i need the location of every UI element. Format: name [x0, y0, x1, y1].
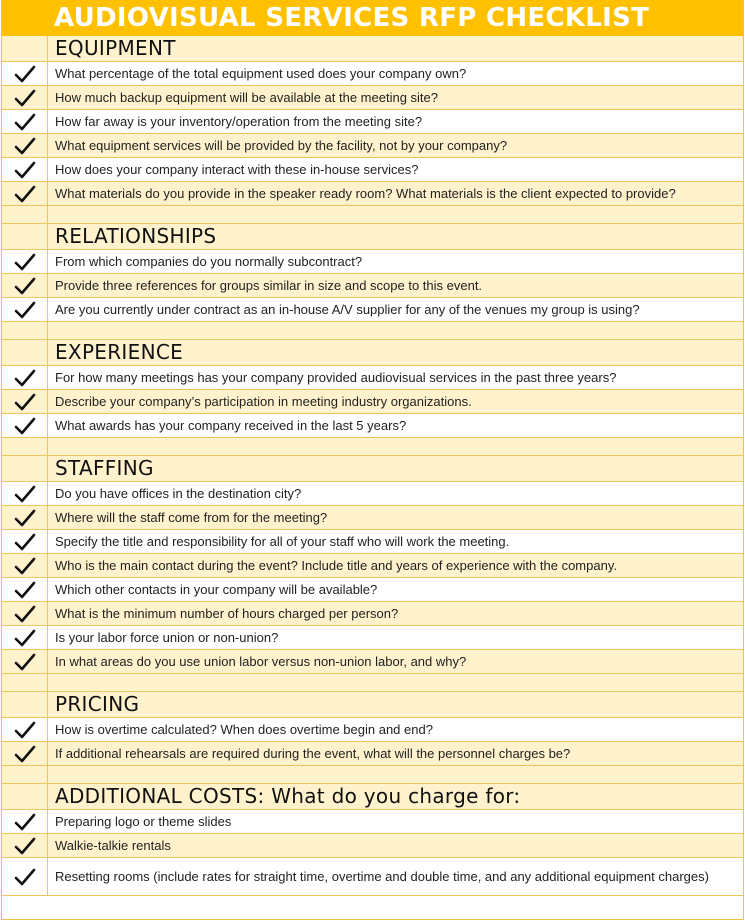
- checklist-item-text: Specify the title and responsibility for all of your staff who will work the meeting.: [55, 534, 510, 549]
- checkbox-cell[interactable]: [2, 158, 48, 181]
- checklist-item-text: What percentage of the total equipment used does your company own?: [55, 66, 467, 81]
- checkbox-cell[interactable]: [2, 482, 48, 505]
- checklist-item-text: What materials do you provide in the speaker ready room? What materials is the client expected to provide?: [55, 186, 676, 201]
- checkmark-icon: [14, 184, 36, 204]
- checklist-item: [2, 366, 743, 390]
- checkbox-cell[interactable]: [2, 298, 48, 321]
- section-heading: STAFFING: [55, 456, 154, 480]
- checkbox-column-cell: [2, 206, 48, 223]
- checklist-item-text: Are you currently under contract as an in-house A/V supplier for any of the venues my group is using?: [55, 302, 640, 317]
- checkmark-icon: [14, 508, 36, 528]
- section-header-experience: [2, 340, 743, 366]
- checklist-item: [2, 506, 743, 530]
- checklist-item-text: In what areas do you use union labor versus non-union labor, and why?: [55, 654, 467, 669]
- checklist-item-text: Walkie-talkie rentals: [55, 838, 171, 853]
- checkmark-icon: [14, 252, 36, 272]
- spacer-row: [2, 766, 743, 784]
- checkbox-cell[interactable]: [2, 718, 48, 741]
- checklist-item: [2, 482, 743, 506]
- checklist-item: [2, 298, 743, 322]
- checklist-item-text: Which other contacts in your company will be available?: [55, 582, 378, 597]
- checkmark-icon: [14, 88, 36, 108]
- checkmark-icon: [14, 160, 36, 180]
- checklist-item-text: How much backup equipment will be available at the meeting site?: [55, 90, 438, 105]
- checkmark-icon: [14, 484, 36, 504]
- checkbox-cell[interactable]: [2, 742, 48, 765]
- checklist-item: [2, 718, 743, 742]
- checkbox-cell[interactable]: [2, 506, 48, 529]
- checklist-item-text: What awards has your company received in the last 5 years?: [55, 418, 407, 433]
- checkbox-column-cell: [2, 322, 48, 339]
- checkbox-cell[interactable]: [2, 414, 48, 437]
- checkbox-cell[interactable]: [2, 110, 48, 133]
- checklist-item: [2, 810, 743, 834]
- checklist-item-text: Who is the main contact during the event? Include title and years of experience with the company.: [55, 558, 617, 573]
- checkbox-cell[interactable]: [2, 250, 48, 273]
- checkbox-column-cell: [2, 36, 48, 61]
- checkbox-column-cell: [2, 674, 48, 691]
- section-heading: EQUIPMENT: [55, 36, 176, 60]
- checklist-item-text: Resetting rooms (include rates for straight time, overtime and double time, and any additional equipment charges): [55, 869, 709, 884]
- checkmark-icon: [14, 744, 36, 764]
- checkbox-column-cell: [2, 456, 48, 481]
- checkmark-icon: [14, 652, 36, 672]
- checkbox-column-cell: [2, 766, 48, 783]
- checkbox-column-cell: [2, 784, 48, 809]
- checkmark-icon: [14, 836, 36, 856]
- checkbox-cell[interactable]: [2, 274, 48, 297]
- checkmark-icon: [14, 628, 36, 648]
- checklist-item-text: Is your labor force union or non-union?: [55, 630, 279, 645]
- checklist-item-text: Describe your company’s participation in meeting industry organizations.: [55, 394, 472, 409]
- checklist-item: [2, 86, 743, 110]
- title-bar: [2, 0, 743, 36]
- checkmark-icon: [14, 300, 36, 320]
- checklist-item: [2, 414, 743, 438]
- checklist-item-text: Provide three references for groups similar in size and scope to this event.: [55, 278, 483, 293]
- checkbox-cell[interactable]: [2, 602, 48, 625]
- spacer-cell: [48, 322, 743, 339]
- checkmark-icon: [14, 276, 36, 296]
- checkmark-icon: [14, 604, 36, 624]
- checklist-item: [2, 626, 743, 650]
- checklist-item: [2, 390, 743, 414]
- checklist-item: [2, 274, 743, 298]
- checklist-item: [2, 602, 743, 626]
- checkmark-icon: [14, 392, 36, 412]
- spacer-cell: [48, 438, 743, 455]
- checkmark-icon: [14, 64, 36, 84]
- checkbox-cell[interactable]: [2, 554, 48, 577]
- section-heading: PRICING: [55, 692, 140, 716]
- section-heading: RELATIONSHIPS: [55, 224, 217, 248]
- checkbox-cell[interactable]: [2, 650, 48, 673]
- checklist-item: [2, 530, 743, 554]
- checklist-item: [2, 834, 743, 858]
- checklist-item: [2, 578, 743, 602]
- spacer-cell: [48, 206, 743, 223]
- checkmark-icon: [14, 112, 36, 132]
- spacer-cell: [48, 674, 743, 691]
- checklist-item: [2, 858, 743, 896]
- checklist-item: [2, 250, 743, 274]
- checklist-item-text: Preparing logo or theme slides: [55, 814, 232, 829]
- checkbox-cell[interactable]: [2, 134, 48, 157]
- section-heading: EXPERIENCE: [55, 340, 184, 364]
- checkbox-column-cell: [2, 692, 48, 717]
- checklist-item: [2, 110, 743, 134]
- checkbox-cell[interactable]: [2, 626, 48, 649]
- checklist-sheet: [1, 0, 744, 920]
- section-header-staffing: [2, 456, 743, 482]
- section-header-equipment: [2, 36, 743, 62]
- section-heading: ADDITIONAL COSTS: What do you charge for:: [55, 784, 521, 808]
- checklist-item: [2, 134, 743, 158]
- checklist-item: [2, 554, 743, 578]
- checklist-item: [2, 182, 743, 206]
- checkbox-cell[interactable]: [2, 578, 48, 601]
- checklist-item: [2, 158, 743, 182]
- checkmark-icon: [14, 136, 36, 156]
- checkbox-cell[interactable]: [2, 858, 48, 895]
- checkmark-icon: [14, 368, 36, 388]
- checkbox-column-cell: [2, 438, 48, 455]
- checklist-item-text: If additional rehearsals are required during the event, what will the personnel charges be?: [55, 746, 571, 761]
- checklist-item-text: From which companies do you normally subcontract?: [55, 254, 363, 269]
- checkbox-cell[interactable]: [2, 834, 48, 857]
- spacer-row: [2, 206, 743, 224]
- checklist-item-text: Do you have offices in the destination city?: [55, 486, 302, 501]
- checkmark-icon: [14, 556, 36, 576]
- checklist-item-text: How is overtime calculated? When does overtime begin and end?: [55, 722, 433, 737]
- checklist-item: [2, 650, 743, 674]
- checkbox-cell[interactable]: [2, 182, 48, 205]
- checklist-table: [2, 36, 743, 896]
- checkbox-cell[interactable]: [2, 366, 48, 389]
- checkbox-cell[interactable]: [2, 62, 48, 85]
- checkbox-cell[interactable]: [2, 86, 48, 109]
- checklist-item-text: Where will the staff come from for the meeting?: [55, 510, 328, 525]
- spacer-row: [2, 674, 743, 692]
- spacer-row: [2, 322, 743, 340]
- checklist-item-text: What is the minimum number of hours charged per person?: [55, 606, 399, 621]
- checklist-item-text: How does your company interact with these in-house services?: [55, 162, 419, 177]
- checkmark-icon: [14, 532, 36, 552]
- section-header-relationships: [2, 224, 743, 250]
- section-header-additional-costs: [2, 784, 743, 810]
- checkmark-icon: [14, 812, 36, 832]
- checklist-item-text: How far away is your inventory/operation from the meeting site?: [55, 114, 423, 129]
- checkbox-cell[interactable]: [2, 390, 48, 413]
- checkmark-icon: [14, 416, 36, 436]
- checklist-item-text: What equipment services will be provided by the facility, not by your company?: [55, 138, 508, 153]
- checklist-item: [2, 742, 743, 766]
- checkbox-column-cell: [2, 340, 48, 365]
- checkbox-cell[interactable]: [2, 530, 48, 553]
- checkmark-icon: [14, 867, 36, 887]
- checkmark-icon: [14, 720, 36, 740]
- page-title: AUDIOVISUAL SERVICES RFP CHECKLIST: [54, 3, 650, 33]
- section-header-pricing: [2, 692, 743, 718]
- spacer-cell: [48, 766, 743, 783]
- checklist-item-text: For how many meetings has your company provided audiovisual services in the past three years?: [55, 370, 617, 385]
- checkmark-icon: [14, 580, 36, 600]
- spacer-row: [2, 438, 743, 456]
- checkbox-cell[interactable]: [2, 810, 48, 833]
- checkbox-column-cell: [2, 224, 48, 249]
- checklist-item: [2, 62, 743, 86]
